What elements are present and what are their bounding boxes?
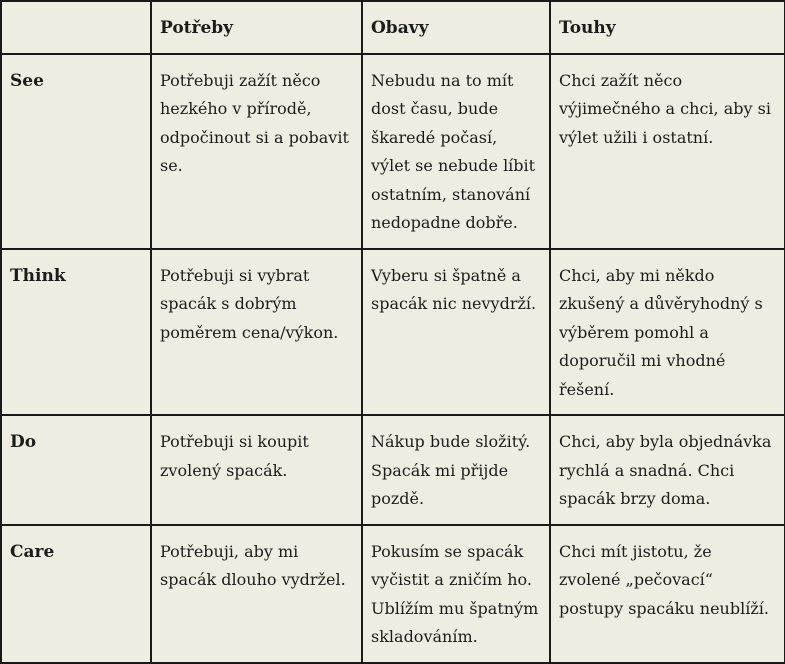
table-row-do: [1, 415, 785, 525]
cell-do-obavy: Nákup bude složitý. Spacák mi přijde pozdě.: [362, 415, 550, 525]
row-label-care: Care: [1, 525, 151, 663]
cell-do-touhy: Chci, aby byla objednávka rychlá a snadná. Chci spacák brzy doma.: [550, 415, 785, 525]
row-label-see: See: [1, 54, 151, 249]
cell-see-touhy: Chci zažít něco výjimečného a chci, aby si výlet užili i ostatní.: [550, 54, 785, 249]
cell-care-obavy: Pokusím se spacák vyčistit a zničím ho. Ublížím mu špatným skladováním.: [362, 525, 550, 663]
cell-do-potreby: Potřebuji si koupit zvolený spacák.: [151, 415, 362, 525]
header-cell-potreby: Potřeby: [151, 1, 362, 54]
row-label-do: Do: [1, 415, 151, 525]
header-row: [1, 1, 785, 54]
cell-think-obavy: Vyberu si špatně a spacák nic nevydrží.: [362, 249, 550, 416]
header-cell-obavy: Obavy: [362, 1, 550, 54]
row-label-think: Think: [1, 249, 151, 416]
header-cell-touhy: Touhy: [550, 1, 785, 54]
cell-think-touhy: Chci, aby mi někdo zkušený a důvěryhodný s výběrem pomohl a doporučil mi vhodné řešení.: [550, 249, 785, 416]
cell-see-potreby: Potřebuji zažít něco hezkého v přírodě, odpočinout si a pobavit se.: [151, 54, 362, 249]
cell-think-potreby: Potřebuji si vybrat spacák s dobrým poměrem cena/výkon.: [151, 249, 362, 416]
table-row-see: [1, 54, 785, 249]
cell-see-obavy: Nebudu na to mít dost času, bude škaredé počasí, výlet se nebude líbit ostatním, stanování nedopadne dobře.: [362, 54, 550, 249]
table-row-think: [1, 249, 785, 416]
table-row-care: [1, 525, 785, 663]
cell-care-potreby: Potřebuji, aby mi spacák dlouho vydržel.: [151, 525, 362, 663]
cell-care-touhy: Chci mít jistotu, že zvolené „pečovací“ postupy spacáku neublíží.: [550, 525, 785, 663]
header-cell-corner: [1, 1, 151, 54]
